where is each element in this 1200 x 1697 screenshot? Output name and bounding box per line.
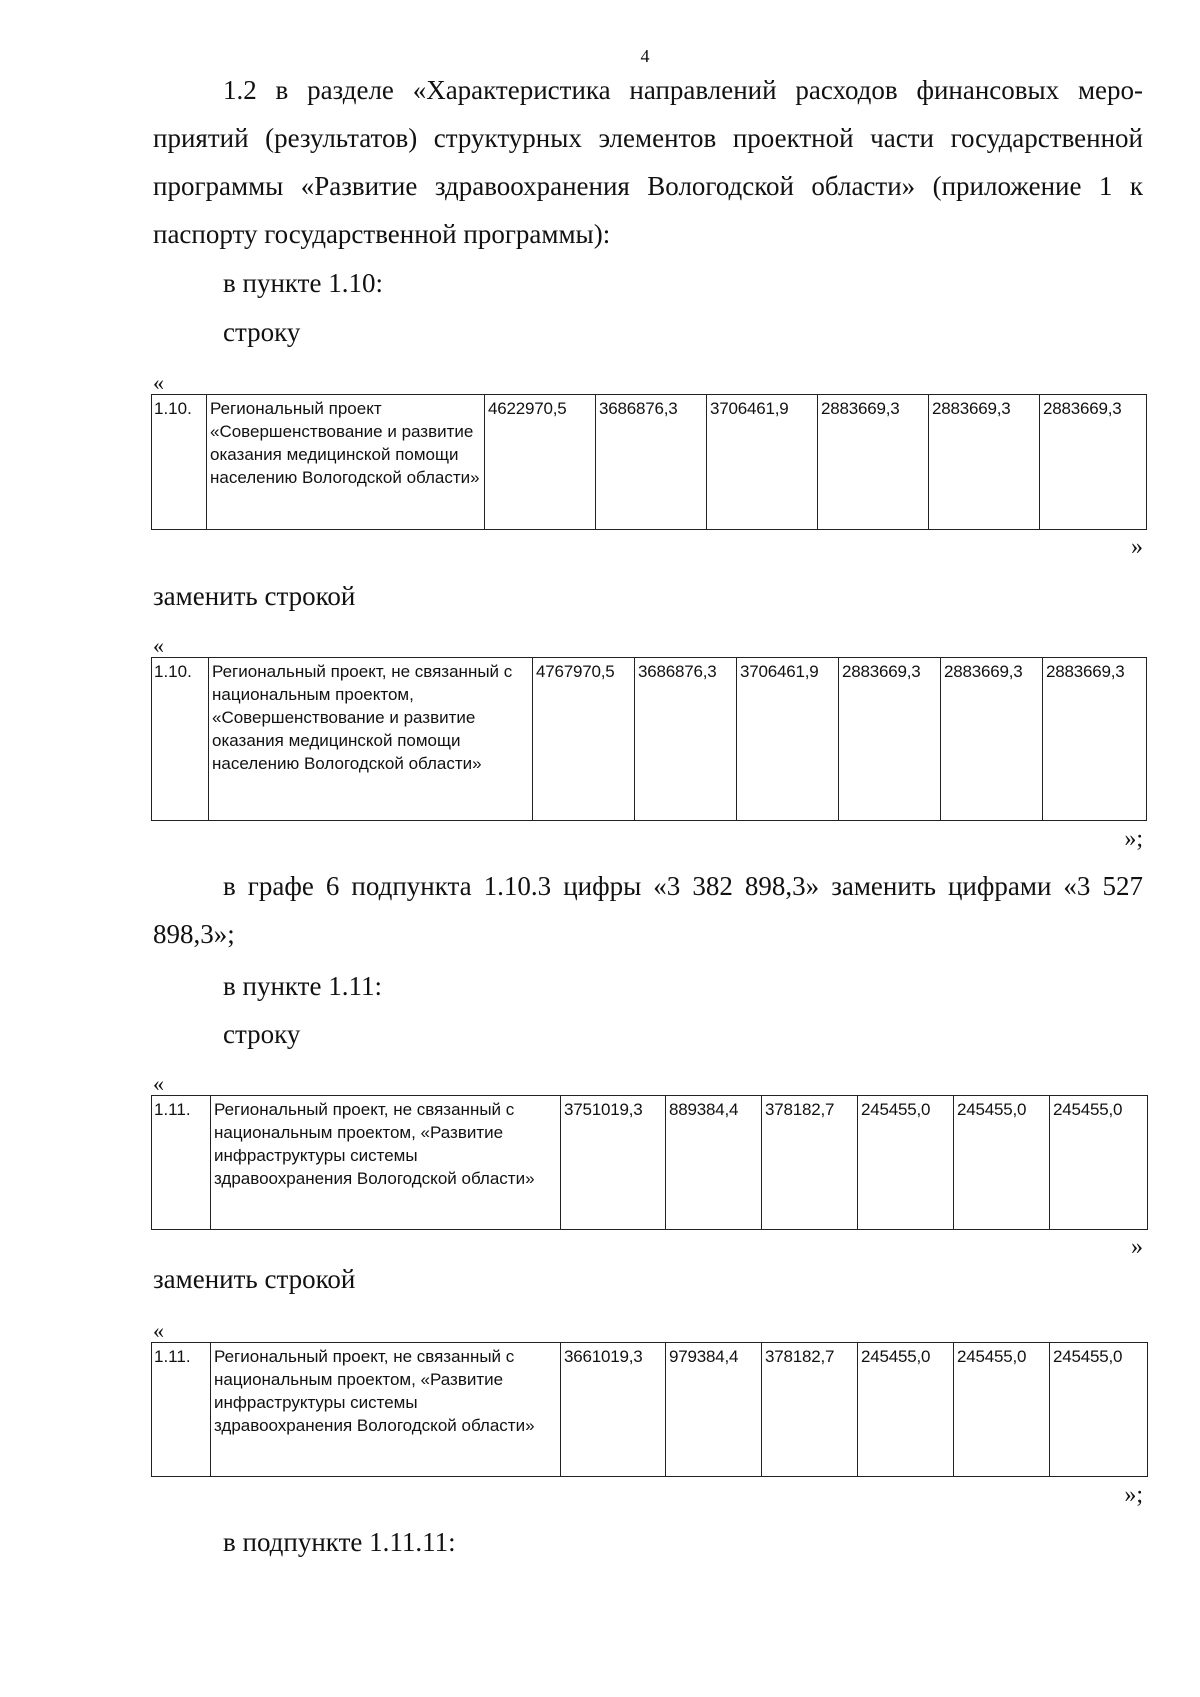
table-new-110: [151, 657, 1147, 821]
intro-rest: приятий (результатов) структурных элементов проектной части государственной программы «Развитие здравоохранения Вологодской области» (приложение 1 к паспорту государственной программы):: [153, 123, 1143, 249]
quote-close-4: »;: [1124, 1482, 1143, 1508]
value-cell: 2883669,3: [929, 395, 1040, 530]
quote-close-1: »: [1131, 534, 1143, 560]
value-cell: 3661019,3: [561, 1343, 666, 1477]
value-cell: 3706461,9: [737, 658, 839, 821]
value-cell: 979384,4: [666, 1343, 762, 1477]
row-index: 1.10.: [152, 658, 209, 821]
value-cell: 378182,7: [762, 1343, 858, 1477]
row-label-2: строку: [223, 1019, 301, 1049]
in-subpoint-1111: в подпункте 1.11.11:: [223, 1527, 456, 1557]
value-cell: 889384,4: [666, 1096, 762, 1230]
column-6-paragraph: [153, 862, 1143, 958]
row-index: 1.11.: [152, 1343, 211, 1477]
table-row: [152, 1343, 1148, 1477]
value-cell: 245455,0: [954, 1343, 1050, 1477]
replace-label-1: заменить строкой: [153, 581, 356, 611]
quote-open-1: «: [153, 370, 164, 395]
quote-close-3: »: [1131, 1234, 1143, 1260]
value-cell: 2883669,3: [1040, 395, 1147, 530]
table-row: [152, 658, 1147, 821]
value-cell: 2883669,3: [941, 658, 1043, 821]
intro-paragraph: [153, 66, 1143, 258]
table-old-111: [151, 1095, 1148, 1230]
value-cell: 4767970,5: [533, 658, 635, 821]
value-cell: 245455,0: [1050, 1096, 1148, 1230]
value-cell: 245455,0: [1050, 1343, 1148, 1477]
value-cell: 3751019,3: [561, 1096, 666, 1230]
column-6-text: в графе 6 подпункта 1.10.3 цифры «3 382 898,3» заменить цифрами «3 527 898,3»;: [153, 871, 1143, 949]
table-old-110: [151, 394, 1147, 530]
intro-first-line: 1.2 в разделе «Характеристика направлений расходов финансовых меро-: [223, 75, 1143, 105]
value-cell: 3686876,3: [635, 658, 737, 821]
quote-close-2: »;: [1124, 826, 1143, 852]
value-cell: 245455,0: [858, 1343, 954, 1477]
value-cell: 3686876,3: [596, 395, 707, 530]
row-name: Региональный проект, не связанный с национальным проектом, «Развитие инфраструктуры системы здравоохранения Вологодской области»: [211, 1343, 561, 1477]
row-label-1: строку: [223, 317, 301, 347]
value-cell: 3706461,9: [707, 395, 818, 530]
table-row: [152, 395, 1147, 530]
quote-open-4: «: [153, 1318, 164, 1343]
value-cell: 2883669,3: [839, 658, 941, 821]
row-name: Региональный проект, не связанный с национальным проектом, «Развитие инфраструктуры системы здравоохранения Вологодской области»: [211, 1096, 561, 1230]
table-row: [152, 1096, 1148, 1230]
replace-label-2: заменить строкой: [153, 1264, 356, 1294]
page-number: 4: [640, 46, 650, 66]
in-point-110: в пункте 1.10:: [223, 268, 383, 298]
value-cell: 4622970,5: [485, 395, 596, 530]
row-index: 1.11.: [152, 1096, 211, 1230]
value-cell: 245455,0: [858, 1096, 954, 1230]
row-index: 1.10.: [152, 395, 207, 530]
row-name: Региональный проект, не связанный с национальным проектом, «Совершенствование и развитие оказания медицинской помощи населению Вологодской области»: [209, 658, 533, 821]
quote-open-3: «: [153, 1071, 164, 1096]
row-name: Региональный проект «Совершенствование и развитие оказания медицинской помощи населению Вологодской области»: [207, 395, 485, 530]
in-point-111: в пункте 1.11:: [223, 971, 382, 1001]
table-new-111: [151, 1342, 1148, 1477]
value-cell: 245455,0: [954, 1096, 1050, 1230]
value-cell: 378182,7: [762, 1096, 858, 1230]
value-cell: 2883669,3: [1043, 658, 1147, 821]
value-cell: 2883669,3: [818, 395, 929, 530]
quote-open-2: «: [153, 633, 164, 658]
